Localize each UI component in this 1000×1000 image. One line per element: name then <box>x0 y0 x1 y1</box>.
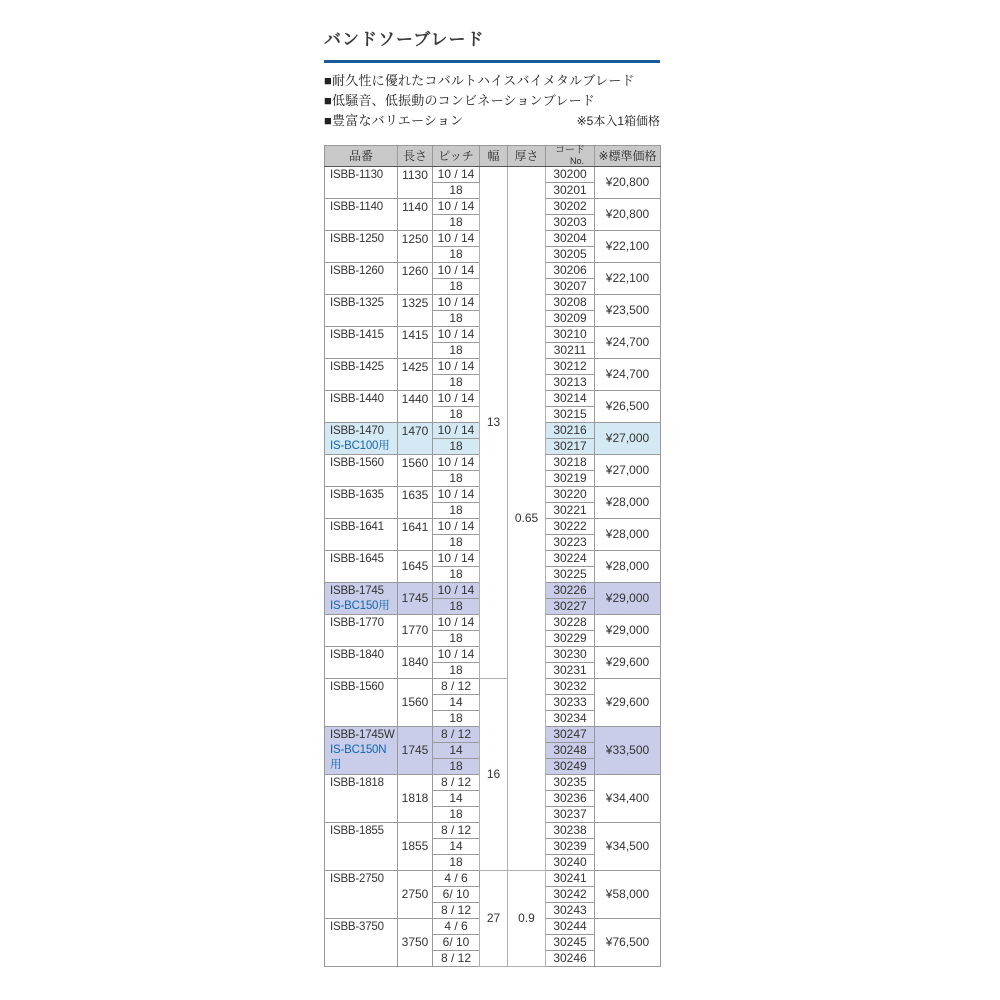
price-cell: ¥22,100 <box>595 231 661 263</box>
pitch-cell: 10 / 14 <box>433 167 480 183</box>
part-number-cell <box>325 583 398 615</box>
price-cell: ¥26,500 <box>595 391 661 423</box>
code-no-cell: 30230 <box>546 647 595 663</box>
pitch-cell: 18 <box>433 247 480 263</box>
price-cell: ¥29,000 <box>595 583 661 615</box>
code-no-cell: 30233 <box>546 695 595 711</box>
header-part-number: 品番 <box>325 146 398 167</box>
length-cell: 2750 <box>398 871 433 919</box>
pitch-cell: 4 / 6 <box>433 919 480 935</box>
length-cell: 1641 <box>398 519 433 551</box>
title-underline <box>324 60 660 63</box>
code-no-cell: 30205 <box>546 247 595 263</box>
pitch-cell: 8 / 12 <box>433 727 480 743</box>
pitch-cell: 10 / 14 <box>433 263 480 279</box>
price-cell: ¥29,600 <box>595 647 661 679</box>
code-no-cell: 30200 <box>546 167 595 183</box>
part-number: ISBB-1130 <box>330 169 383 181</box>
pitch-cell: 10 / 14 <box>433 519 480 535</box>
pitch-cell: 10 / 14 <box>433 615 480 631</box>
part-number-cell <box>325 679 398 727</box>
pitch-cell: 18 <box>433 567 480 583</box>
pitch-cell: 18 <box>433 535 480 551</box>
pitch-cell: 10 / 14 <box>433 423 480 439</box>
code-no-cell: 30204 <box>546 231 595 247</box>
feature-item: ■低騒音、低振動のコンビネーションブレード <box>324 93 596 108</box>
table-row <box>325 167 661 183</box>
length-cell: 1415 <box>398 327 433 359</box>
table-row <box>325 679 661 695</box>
code-no-cell: 30207 <box>546 279 595 295</box>
length-cell: 1130 <box>398 167 433 199</box>
header-code-no: コード No. <box>546 146 595 167</box>
pitch-cell: 18 <box>433 439 480 455</box>
code-no-cell: 30231 <box>546 663 595 679</box>
price-cell: ¥28,000 <box>595 519 661 551</box>
pitch-cell: 18 <box>433 343 480 359</box>
price-cell: ¥23,500 <box>595 295 661 327</box>
code-no-cell: 30223 <box>546 535 595 551</box>
feature-item: ■耐久性に優れたコバルトハイスバイメタルブレード <box>324 73 635 88</box>
price-cell: ¥27,000 <box>595 455 661 487</box>
code-no-cell: 30228 <box>546 615 595 631</box>
part-number-cell <box>325 727 398 775</box>
compatible-machine-label: IS-BC150用 <box>330 600 390 612</box>
pitch-cell: 14 <box>433 743 480 759</box>
part-number: ISBB-1641 <box>330 521 384 533</box>
code-no-cell: 30245 <box>546 935 595 951</box>
price-cell: ¥29,600 <box>595 679 661 727</box>
price-cell: ¥20,800 <box>595 199 661 231</box>
pitch-cell: 8 / 12 <box>433 679 480 695</box>
price-cell: ¥58,000 <box>595 871 661 919</box>
code-no-cell: 30237 <box>546 807 595 823</box>
pitch-cell: 10 / 14 <box>433 583 480 599</box>
part-number: ISBB-1855 <box>330 825 384 837</box>
pitch-cell: 14 <box>433 839 480 855</box>
feature-item: ■豊富なバリエーション <box>324 113 464 128</box>
pitch-cell: 18 <box>433 279 480 295</box>
part-number: ISBB-1250 <box>330 233 384 245</box>
code-no-cell: 30202 <box>546 199 595 215</box>
table-header-row <box>325 146 661 167</box>
code-no-cell: 30215 <box>546 407 595 423</box>
part-number: ISBB-1140 <box>330 201 383 213</box>
pitch-cell: 18 <box>433 215 480 231</box>
pitch-cell: 18 <box>433 663 480 679</box>
length-cell: 1260 <box>398 263 433 295</box>
part-number-cell <box>325 775 398 823</box>
header-width: 幅 <box>480 146 508 167</box>
code-no-cell: 30235 <box>546 775 595 791</box>
length-cell: 1770 <box>398 615 433 647</box>
part-number: ISBB-1645 <box>330 553 384 565</box>
part-number: ISBB-1425 <box>330 361 384 373</box>
catalog-section <box>324 30 660 967</box>
length-cell: 1470 <box>398 423 433 455</box>
part-number: ISBB-1840 <box>330 649 384 661</box>
pitch-cell: 6/ 10 <box>433 935 480 951</box>
price-cell: ¥34,400 <box>595 775 661 823</box>
part-number-cell <box>325 391 398 423</box>
part-number-cell <box>325 295 398 327</box>
part-number: ISBB-1770 <box>330 617 384 629</box>
part-number-cell <box>325 199 398 231</box>
price-cell: ¥24,700 <box>595 359 661 391</box>
length-cell: 1818 <box>398 775 433 823</box>
pitch-cell: 4 / 6 <box>433 871 480 887</box>
code-no-cell: 30243 <box>546 903 595 919</box>
length-cell: 1560 <box>398 679 433 727</box>
code-no-cell: 30246 <box>546 951 595 967</box>
part-number-cell <box>325 167 398 199</box>
length-cell: 1745 <box>398 583 433 615</box>
code-no-cell: 30238 <box>546 823 595 839</box>
pitch-cell: 10 / 14 <box>433 391 480 407</box>
pitch-cell: 10 / 14 <box>433 551 480 567</box>
pitch-cell: 14 <box>433 791 480 807</box>
part-number-cell <box>325 519 398 551</box>
thickness-span-cell: 0.9 <box>508 871 546 967</box>
header-thickness: 厚さ <box>508 146 546 167</box>
price-cell: ¥28,000 <box>595 551 661 583</box>
code-no-cell: 30218 <box>546 455 595 471</box>
code-no-cell: 30236 <box>546 791 595 807</box>
part-number-cell <box>325 455 398 487</box>
length-cell: 1250 <box>398 231 433 263</box>
length-cell: 1325 <box>398 295 433 327</box>
code-no-cell: 30239 <box>546 839 595 855</box>
code-no-cell: 30217 <box>546 439 595 455</box>
length-cell: 1855 <box>398 823 433 871</box>
length-cell: 1440 <box>398 391 433 423</box>
part-number-cell <box>325 423 398 455</box>
code-no-cell: 30247 <box>546 727 595 743</box>
part-number-cell <box>325 263 398 295</box>
code-no-cell: 30222 <box>546 519 595 535</box>
code-no-cell: 30216 <box>546 423 595 439</box>
part-number: ISBB-1560 <box>330 681 384 693</box>
price-cell: ¥24,700 <box>595 327 661 359</box>
pitch-cell: 18 <box>433 599 480 615</box>
price-cell: ¥34,500 <box>595 823 661 871</box>
price-cell: ¥76,500 <box>595 919 661 967</box>
pitch-cell: 18 <box>433 503 480 519</box>
header-length: 長さ <box>398 146 433 167</box>
length-cell: 1840 <box>398 647 433 679</box>
part-number-cell <box>325 231 398 263</box>
code-no-cell: 30248 <box>546 743 595 759</box>
part-number-cell <box>325 327 398 359</box>
width-span-cell: 13 <box>480 167 508 679</box>
part-number: ISBB-1440 <box>330 393 384 405</box>
header-standard-price: ※標準価格 <box>595 146 661 167</box>
part-number-cell <box>325 615 398 647</box>
pitch-cell: 14 <box>433 695 480 711</box>
code-no-cell: 30212 <box>546 359 595 375</box>
part-number: ISBB-1745 <box>330 585 384 597</box>
price-cell: ¥33,500 <box>595 727 661 775</box>
part-number: ISBB-3750 <box>330 921 384 933</box>
code-no-cell: 30213 <box>546 375 595 391</box>
code-no-cell: 30227 <box>546 599 595 615</box>
code-no-cell: 30232 <box>546 679 595 695</box>
thickness-span-cell: 0.65 <box>508 167 546 871</box>
length-cell: 1635 <box>398 487 433 519</box>
length-cell: 1645 <box>398 551 433 583</box>
pitch-cell: 8 / 12 <box>433 823 480 839</box>
pitch-cell: 8 / 12 <box>433 951 480 967</box>
pitch-cell: 10 / 14 <box>433 199 480 215</box>
pitch-cell: 10 / 14 <box>433 359 480 375</box>
page-title: バンドソーブレード <box>324 30 485 49</box>
code-no-cell: 30244 <box>546 919 595 935</box>
code-no-cell: 30229 <box>546 631 595 647</box>
code-no-cell: 30240 <box>546 855 595 871</box>
pitch-cell: 10 / 14 <box>433 231 480 247</box>
part-number: ISBB-1745W <box>330 729 395 741</box>
table-row <box>325 871 661 887</box>
width-span-cell: 27 <box>480 871 508 967</box>
part-number-cell <box>325 871 398 919</box>
pitch-cell: 18 <box>433 631 480 647</box>
pitch-cell: 10 / 14 <box>433 487 480 503</box>
code-no-cell: 30214 <box>546 391 595 407</box>
code-no-cell: 30206 <box>546 263 595 279</box>
part-number: ISBB-1415 <box>330 329 384 341</box>
pitch-cell: 18 <box>433 471 480 487</box>
part-number-cell <box>325 359 398 391</box>
part-number-cell <box>325 551 398 583</box>
price-cell: ¥28,000 <box>595 487 661 519</box>
code-no-cell: 30249 <box>546 759 595 775</box>
code-no-cell: 30226 <box>546 583 595 599</box>
price-cell: ¥22,100 <box>595 263 661 295</box>
code-no-cell: 30219 <box>546 471 595 487</box>
price-cell: ¥29,000 <box>595 615 661 647</box>
part-number: ISBB-1260 <box>330 265 384 277</box>
pitch-cell: 18 <box>433 407 480 423</box>
code-no-cell: 30209 <box>546 311 595 327</box>
code-no-cell: 30242 <box>546 887 595 903</box>
code-no-cell: 30234 <box>546 711 595 727</box>
code-no-cell: 30208 <box>546 295 595 311</box>
code-no-cell: 30220 <box>546 487 595 503</box>
pitch-cell: 10 / 14 <box>433 295 480 311</box>
pitch-cell: 8 / 12 <box>433 903 480 919</box>
part-number: ISBB-1818 <box>330 777 384 789</box>
length-cell: 3750 <box>398 919 433 967</box>
product-table <box>324 145 661 967</box>
pitch-cell: 18 <box>433 807 480 823</box>
part-number-cell <box>325 919 398 967</box>
pitch-cell: 10 / 14 <box>433 327 480 343</box>
pitch-cell: 18 <box>433 759 480 775</box>
pitch-cell: 10 / 14 <box>433 647 480 663</box>
pitch-cell: 8 / 12 <box>433 775 480 791</box>
pitch-cell: 18 <box>433 311 480 327</box>
pitch-cell: 18 <box>433 375 480 391</box>
length-cell: 1140 <box>398 199 433 231</box>
part-number: ISBB-1560 <box>330 457 384 469</box>
part-number: ISBB-1470 <box>330 425 384 437</box>
part-number: ISBB-2750 <box>330 873 384 885</box>
code-no-cell: 30201 <box>546 183 595 199</box>
feature-list <box>324 71 660 131</box>
pitch-cell: 18 <box>433 183 480 199</box>
code-no-cell: 30221 <box>546 503 595 519</box>
code-no-cell: 30203 <box>546 215 595 231</box>
pitch-cell: 10 / 14 <box>433 455 480 471</box>
part-number: ISBB-1325 <box>330 297 384 309</box>
price-note: ※5本入1箱価格 <box>576 114 660 128</box>
code-no-cell: 30225 <box>546 567 595 583</box>
code-no-cell: 30211 <box>546 343 595 359</box>
part-number: ISBB-1635 <box>330 489 384 501</box>
compatible-machine-label: IS-BC150N用 <box>330 744 387 771</box>
length-cell: 1425 <box>398 359 433 391</box>
length-cell: 1745 <box>398 727 433 775</box>
code-no-cell: 30241 <box>546 871 595 887</box>
price-cell: ¥20,800 <box>595 167 661 199</box>
code-no-cell: 30210 <box>546 327 595 343</box>
compatible-machine-label: IS-BC100用 <box>330 440 390 452</box>
pitch-cell: 6/ 10 <box>433 887 480 903</box>
part-number-cell <box>325 823 398 871</box>
part-number-cell <box>325 647 398 679</box>
price-cell: ¥27,000 <box>595 423 661 455</box>
length-cell: 1560 <box>398 455 433 487</box>
pitch-cell: 18 <box>433 855 480 871</box>
header-pitch: ピッチ <box>433 146 480 167</box>
code-no-cell: 30224 <box>546 551 595 567</box>
width-span-cell: 16 <box>480 679 508 871</box>
pitch-cell: 18 <box>433 711 480 727</box>
part-number-cell <box>325 487 398 519</box>
